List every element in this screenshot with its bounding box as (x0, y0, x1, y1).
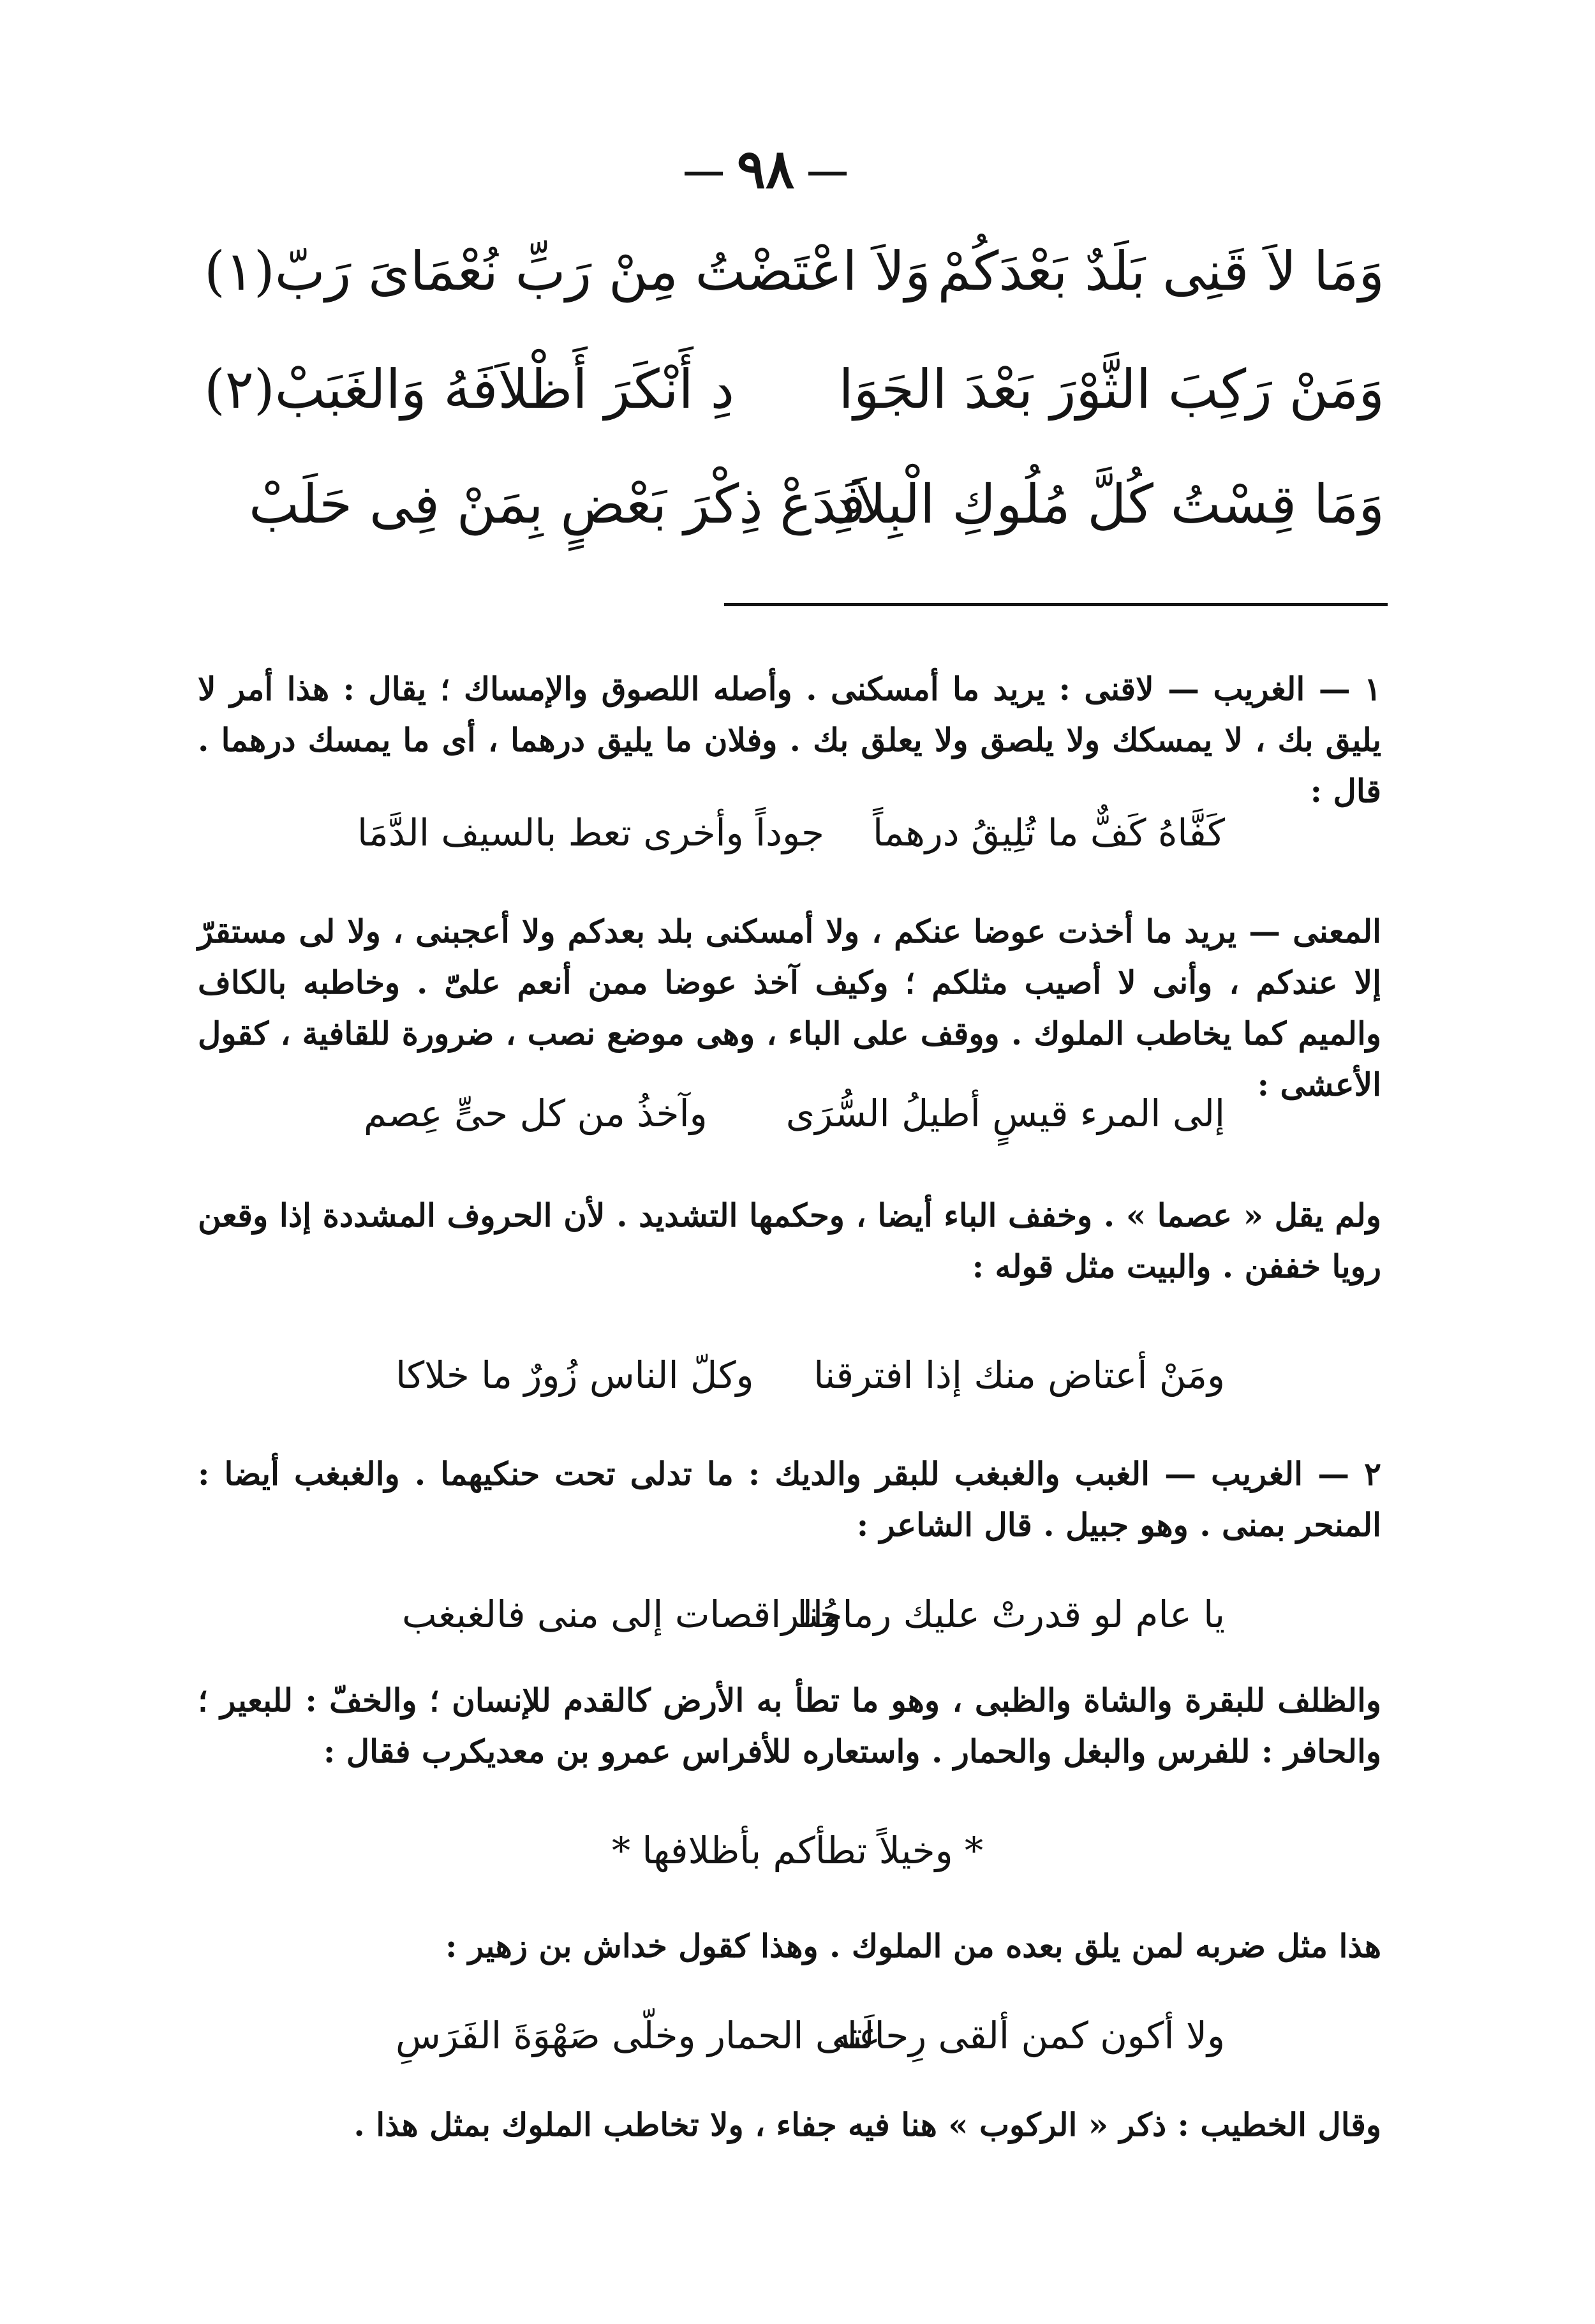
note-1-quoted-verse (357, 804, 1225, 861)
verse-3-hemistich-1: وَمَا قِسْتُ كُلَّ مُلُوكِ الْبِلاَدِ (831, 473, 1384, 535)
comparison-verse-hemistich-1: ومَنْ أعتاض منك إذا افترقنا (813, 1353, 1225, 1397)
note-1-gloss: ١ — الغريب — لاقنى : يريد ما أمسكنى . وأصله اللصوق والإمساك ؛ يقال : هذا أمر لا يليق بك ، لا يمسكك ولا يلصق ولا يعلق بك . وفلان ما يليق درهما ، أى ما يمسك درهما . قال : (198, 670, 1381, 810)
khidash-verse-hemistich-1: ولا أكون كمن ألقى رِحالَته (832, 2014, 1225, 2057)
verse-1 (204, 230, 1384, 313)
note-2-khatib-remark: وقال الخطيب : ذكر « الركوب » هنا فيه جفاء ، ولا تخاطب الملوك بمثل هذا . (353, 2106, 1381, 2143)
verse-2-hemistich-2: دِ أَنْكَرَ أَظْلاَفَهُ وَالغَبَبْ(٢) (204, 358, 734, 421)
poet-verse-hemistich-1: يا عام لو قدرتْ عليك رماحُنا (797, 1593, 1225, 1636)
note-2-gloss: ٢ — الغريب — الغبب والغبغب للبقر والديك : ما تدلى تحت حنكيهما . والغبغب أيضا : المنحر بمنى . وهو جبيل . قال الشاعر : (198, 1455, 1381, 1544)
verse-2-hemistich-1: وَمَنْ رَكِبَ الثَّوْرَ بَعْدَ الجَوَا (838, 358, 1384, 421)
note-1-quoted-verse-hemistich-1: كَفَّاهُ كَفٌّ ما تُلِيقُ درهماً (873, 811, 1225, 854)
verse-2 (204, 348, 1384, 431)
page-number-dash-right (808, 172, 847, 175)
note-1-meaning: المعنى — يريد ما أخذت عوضا عنكم ، ولا أمسكنى بلد بعدكم ولا أعجبنى ، ولا لى مستقرّ إلا عندكم ، وأنى لا أصيب مثلكم ؛ وكيف آخذ عوضا ممن أنعم علىّ . وخاطبه بالكاف والميم كما يخاطب الملوك . ووقف على الباء ، وهى موضع نصب ، ضرورة للقافية ، كقول الأعشى : (198, 912, 1381, 1103)
note-2-hooves: والظلف للبقرة والشاة والظبى ، وهو ما تطأ به الأرض كالقدم للإنسان ؛ والخفّ : للبعير ؛ والحافر : للفرس والبغل والحمار . واستعاره للأفراس عمرو بن معديكرب فقال : (198, 1681, 1381, 1770)
comparison-verse-hemistich-2: وكلّ الناس زُورٌ ما خلاكا (396, 1353, 754, 1397)
note-2-amr-hemistich: * وخيلاً تطأكم بأظلافها * (611, 1829, 984, 1872)
page-number (670, 137, 861, 201)
asha-verse-hemistich-1: إلى المرء قيسٍ أطيلُ السُّرَى (785, 1092, 1225, 1135)
verse-1-hemistich-2: وَلاَ اعْتَضْتُ مِنْ رَبِّ نُعْمَاىَ رَبّ(١) (204, 240, 931, 302)
verse-3-hemistich-2: فَدَعْ ذِكْرَ بَعْضٍ بِمَنْ فِى حَلَبْ (249, 473, 866, 535)
page-number-dash-left (685, 172, 723, 175)
verse-3 (249, 463, 1384, 546)
footnote-divider (724, 603, 1388, 606)
note-1-rhyme-remark: ولم يقل « عصما » . وخفف الباء أيضا ، وحكمها التشديد . لأن الحروف المشددة إذا وقعن رويا خففن . والبيت مثل قوله : (198, 1196, 1381, 1285)
note-2-proverb: هذا مثل ضربه لمن يلق بعده من الملوك . وهذا كقول خداش بن زهير : (445, 1927, 1381, 1965)
note-2-khidash-verse (396, 2007, 1225, 2064)
asha-verse-hemistich-2: وآخذُ من كل حىٍّ عِصم (364, 1092, 708, 1135)
note-1-asha-verse (364, 1085, 1225, 1142)
khidash-verse-hemistich-2: على الحمار وخلّى صَهْوَةَ الفَرَسِ (396, 2014, 881, 2057)
verse-1-hemistich-1: وَمَا لاَ قَنِى بَلَدٌ بَعْدَكُمْ (937, 240, 1384, 302)
note-1-comparison-verse (396, 1346, 1225, 1404)
note-2-poet-verse (402, 1586, 1225, 1643)
poet-verse-hemistich-2: والراقصات إلى منى فالغبغب (402, 1593, 842, 1636)
note-1-quoted-verse-hemistich-2: جوداً وأخرى تعط بالسيف الدَّمَا (357, 811, 824, 854)
page-number-text: ٩٨ (736, 137, 795, 200)
